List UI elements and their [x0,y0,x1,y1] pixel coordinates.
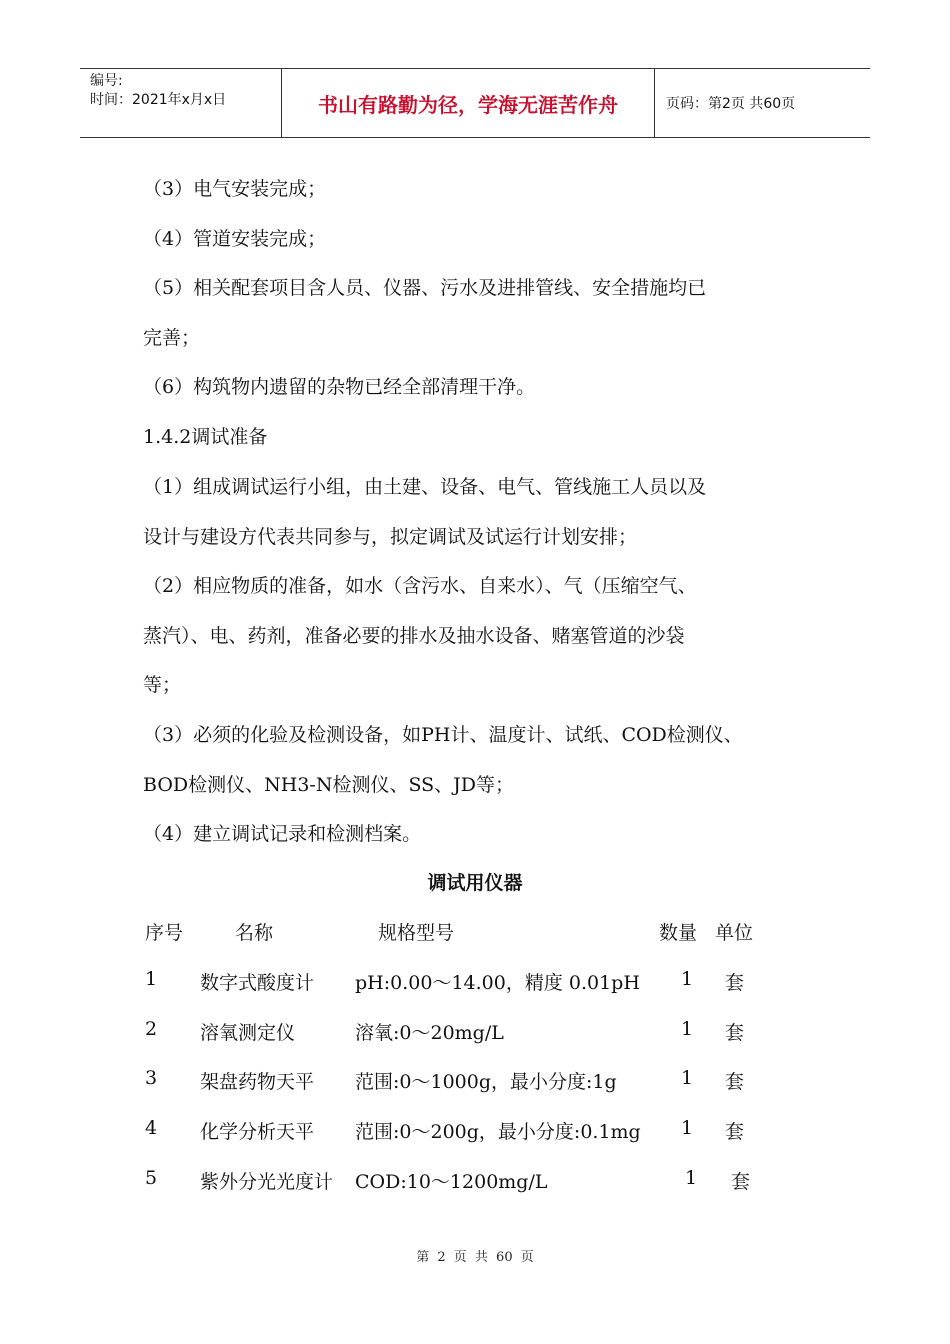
body-line: 等； [143,674,182,696]
table-title: 调试用仪器 [427,872,523,894]
cell-unit: 套 [731,1171,751,1193]
cell-qty: 1 [685,1167,698,1189]
body-line: 完善； [143,327,201,349]
header-spec: 规格型号 [378,922,455,944]
header-no: 序号 [145,922,184,944]
table-row [143,1067,843,1097]
cell-no: 3 [145,1067,158,1089]
header-page-info: 页码：第2页 共60页 [666,96,796,112]
section-heading: 1.4.2调试准备 [143,426,268,448]
cell-name: 紫外分光光度计 [200,1171,334,1193]
cell-spec: 范围:0～1000g，最小分度:1g [355,1071,617,1093]
body-line: （3）必须的化验及检测设备，如PH计、温度计、试纸、COD检测仪、 [143,724,743,746]
cell-name: 数字式酸度计 [200,972,315,994]
cell-no: 4 [145,1117,158,1139]
cell-no: 2 [145,1018,158,1040]
body-line: （3）电气安装完成； [143,178,327,200]
cell-qty: 1 [681,1117,694,1139]
cell-name: 化学分析天平 [200,1121,315,1143]
cell-no: 1 [145,968,158,990]
header-meta [80,69,282,137]
cell-no: 5 [145,1167,158,1189]
table-row [143,1117,843,1147]
body-line: 设计与建设方代表共同参与，拟定调试及试运行计划安排； [143,526,638,548]
header-motto: 书山有路勤为径，学海无涯苦作舟 [282,69,655,137]
cell-qty: 1 [681,1067,694,1089]
cell-spec: COD:10～1200mg/L [355,1171,548,1193]
page-header [80,68,870,138]
page-footer: 第 2 页 共 60 页 [416,1250,534,1265]
body-line: 蒸汽）、电、药剂，准备必要的排水及抽水设备、赌塞管道的沙袋 [143,625,685,647]
cell-name: 架盘药物天平 [200,1071,315,1093]
cell-unit: 套 [725,1022,745,1044]
cell-spec: 范围:0～200g，最小分度:0.1mg [355,1121,641,1143]
table-row [143,1018,843,1048]
cell-unit: 套 [725,1071,745,1093]
cell-qty: 1 [681,968,694,990]
cell-unit: 套 [725,972,745,994]
table-row [143,1167,843,1197]
body-line: （4）管道安装完成； [143,228,327,250]
body-line: BOD检测仪、NH3-N检测仪、SS、JD等； [143,774,515,796]
body-line: （1）组成调试运行小组，由土建、设备、电气、管线施工人员以及 [143,476,707,498]
body-line: （2）相应物质的准备，如水（含污水、自来水）、气（压缩空气、 [143,575,697,597]
cell-qty: 1 [681,1018,694,1040]
body-line: （6）构筑物内遗留的杂物已经全部清理干净。 [143,376,536,398]
number-label: 编号: [90,73,123,89]
header-unit: 单位 [715,922,754,944]
table-header-row [143,918,843,948]
body-line: （5）相关配套项目含人员、仪器、污水及进排管线、安全措施均已 [143,277,707,299]
time-label: 时间：2021年x月x日 [90,92,227,108]
cell-unit: 套 [725,1121,745,1143]
cell-name: 溶氧测定仪 [200,1022,296,1044]
cell-spec: 溶氧:0～20mg/L [355,1022,504,1044]
header-name: 名称 [235,922,274,944]
body-line: （4）建立调试记录和检测档案。 [143,823,422,845]
cell-spec: pH:0.00～14.00，精度 0.01pH [355,972,640,994]
header-qty: 数量 [659,922,698,944]
table-row [143,968,843,998]
